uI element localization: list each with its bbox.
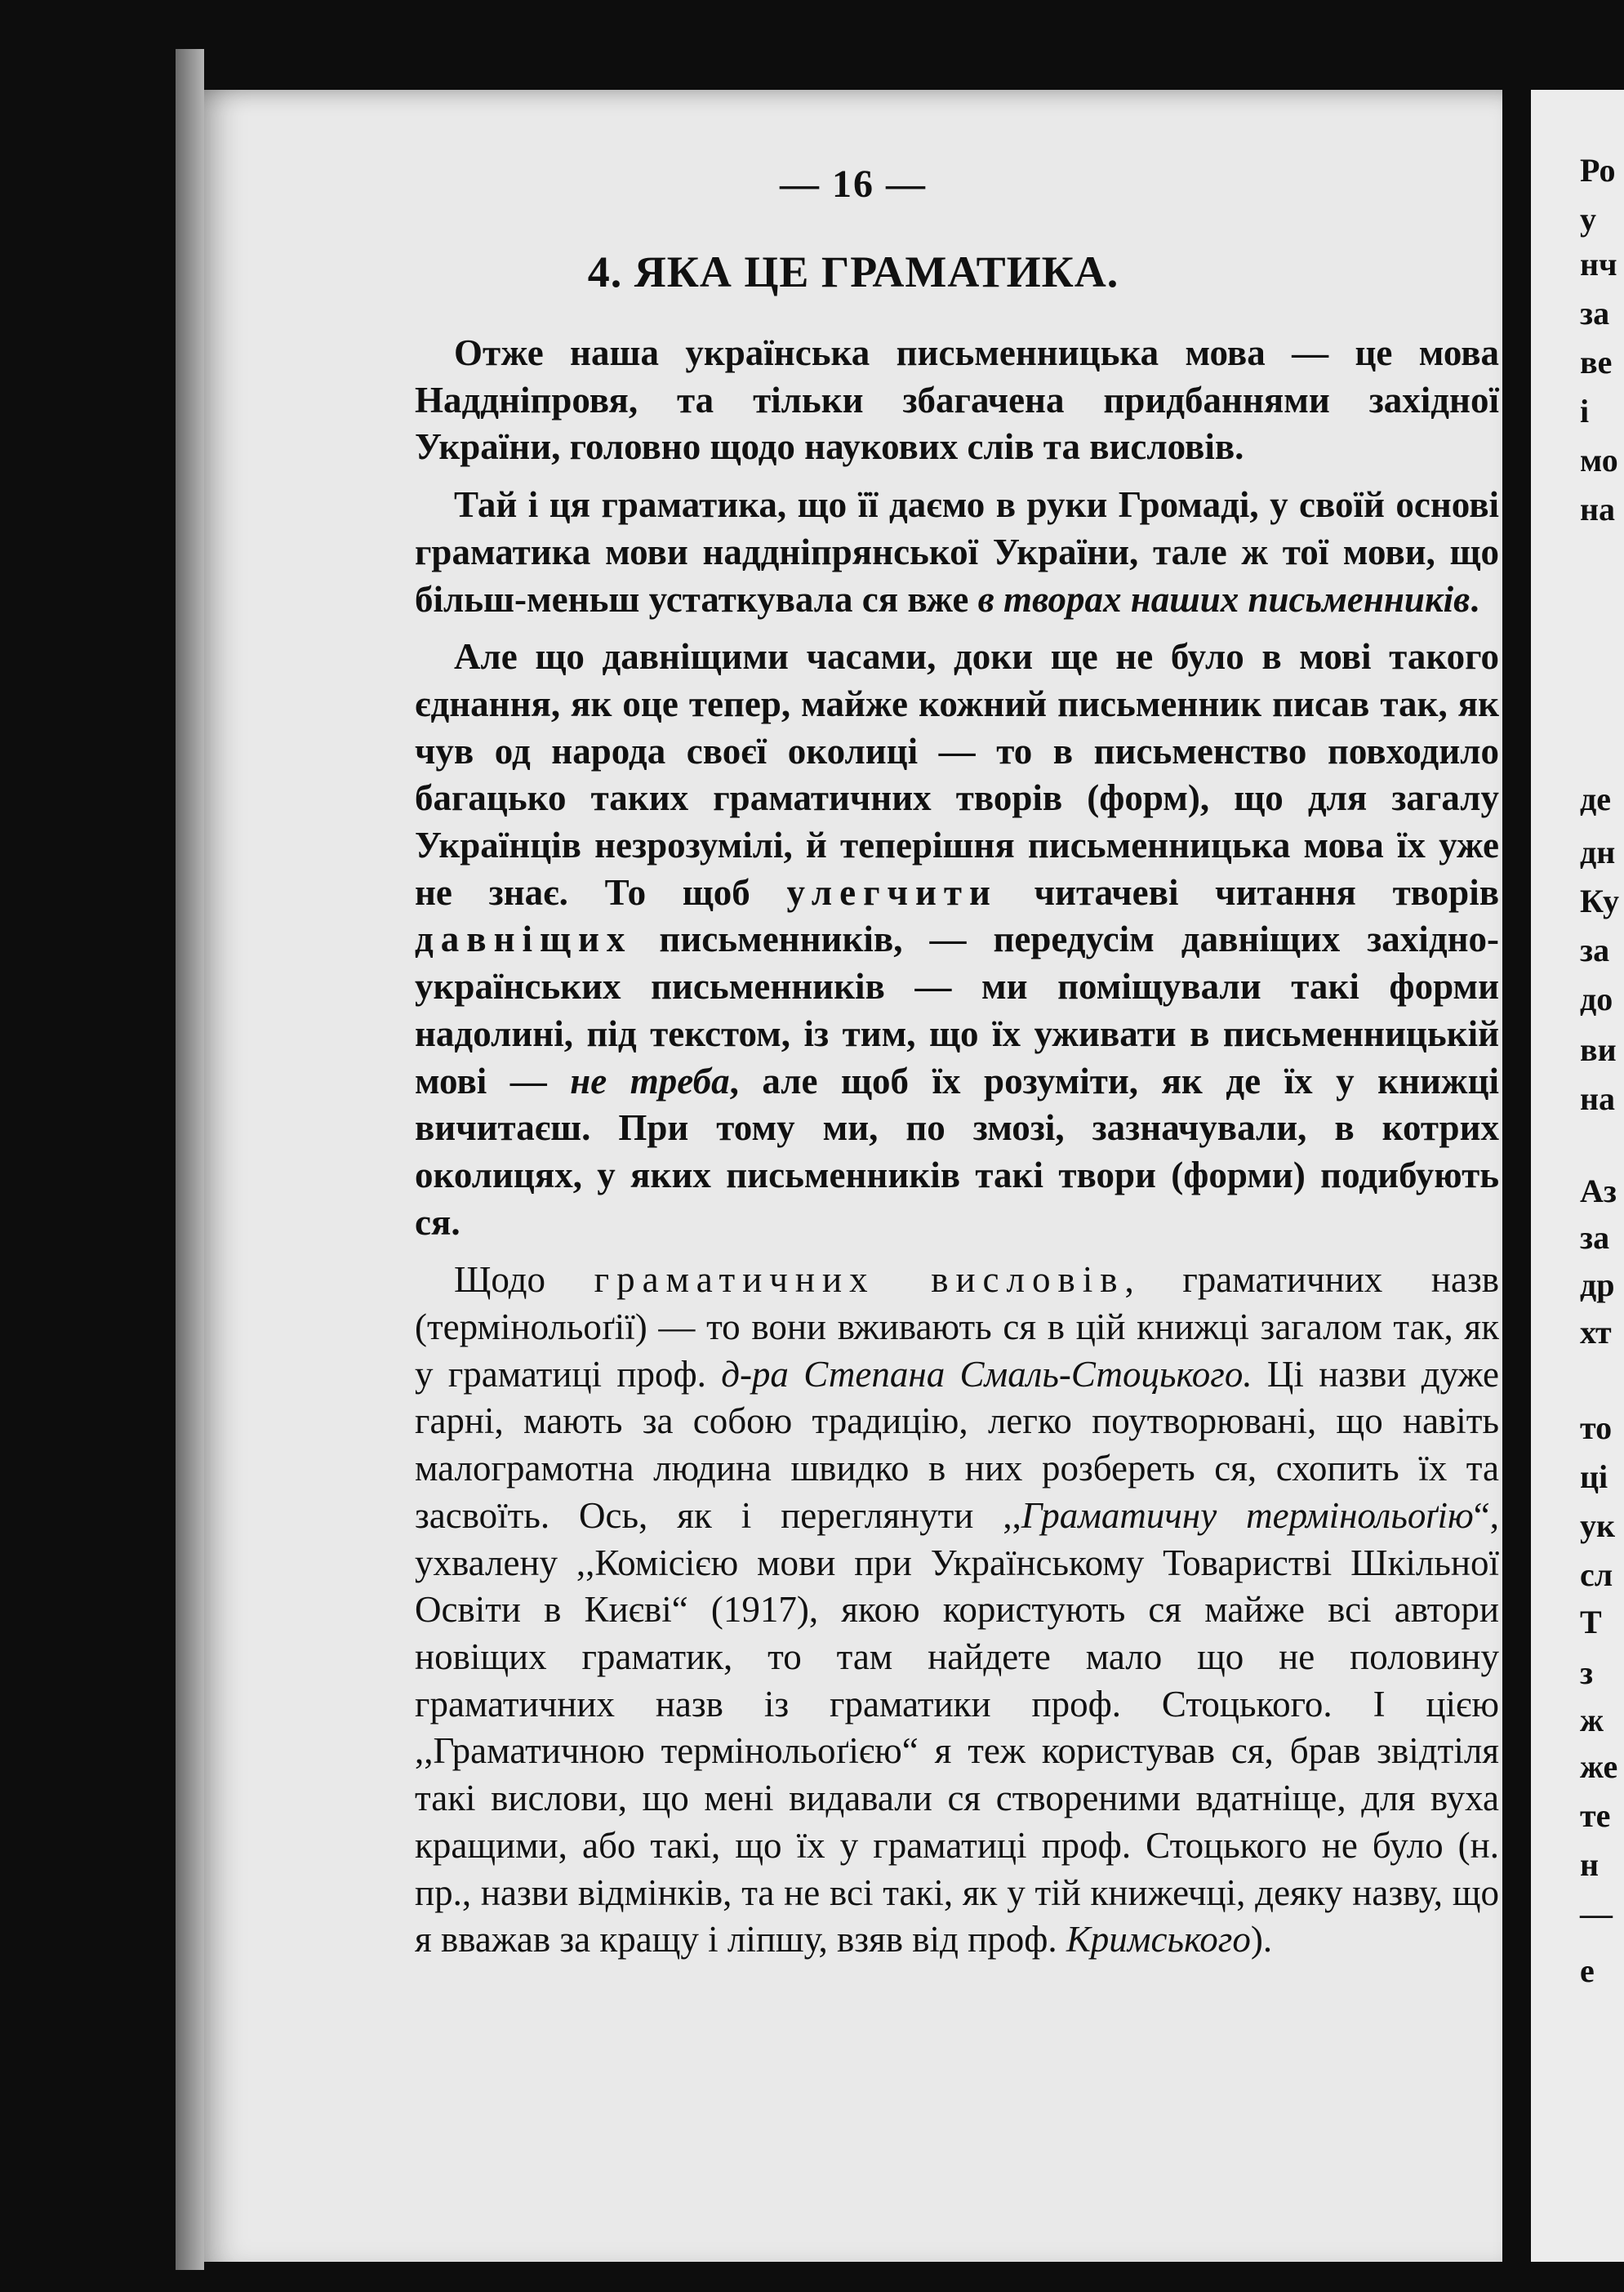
next-page-fragment: за xyxy=(1580,295,1610,332)
next-page-fragment: ве xyxy=(1580,344,1613,381)
next-page-fragment: дн xyxy=(1580,834,1616,870)
next-page-fragment: те xyxy=(1580,1797,1611,1834)
paragraph-3-text-e: письменників, — передусім давніщих західно-українських письменників — ми поміщували такі форми надолині, під текстом, із тим, що їх уживати в письменницькій мові — xyxy=(415,919,1499,1101)
next-page-fragment: же xyxy=(1580,1748,1618,1785)
next-page-fragment: ви xyxy=(1580,1031,1617,1068)
next-page-fragment: е xyxy=(1580,1952,1595,1989)
next-page-fragment: др xyxy=(1580,1266,1615,1303)
next-page-fragment: н xyxy=(1580,1846,1600,1883)
paragraph-2-emphasis: в творах наших письменників xyxy=(977,578,1470,620)
next-page-fragment: ці xyxy=(1580,1458,1608,1495)
next-page-fragment: нч xyxy=(1580,246,1617,283)
paragraph-2-end: . xyxy=(1470,578,1479,620)
paragraph-2 xyxy=(415,482,1499,623)
next-page-fragment: Ро xyxy=(1580,152,1616,189)
next-page-fragment: то xyxy=(1580,1409,1613,1446)
next-page-fragment: сл xyxy=(1580,1556,1613,1593)
next-page-fragment: за xyxy=(1580,932,1610,968)
paragraph-4-spaced: граматичних висловів xyxy=(594,1259,1125,1301)
next-page-fragment: і xyxy=(1580,393,1590,429)
paragraph-4-text-g: “, ухвалену ,,Комісією мови при Українському Товаристві Шкільної Освіти в Києві“ (1917), якою користують ся майже всі автори новіщих граматик, то там найдете мало що не половину граматичних назв із граматики проф. Стоцького. І цією ,,Граматичною термінольоґією“ я теж користував ся, брав звідтіля такі вислови, що мені видавали ся створеними вдатніще, для вуха кращими, або такі, що їх у граматиці проф. Стоцького не було (н. пр., назви відмінків, та не всі такі, як у тій книжечці, деяку назву, що я вважав за кращу і ліпшу, взяв від проф. xyxy=(415,1494,1500,1960)
next-page-fragment: у xyxy=(1580,201,1596,238)
next-page-fragment: — xyxy=(1580,1895,1613,1932)
next-page-fragment: на xyxy=(1580,491,1616,527)
paragraph-3-text-g: , але щоб їх розуміти, як де їх у книжці вичитаєш. При тому ми, по змозі, зазначували, в котрих околицях, у яких письменників такі твори (форми) подибують ся. xyxy=(415,1060,1499,1243)
next-page-fragment: мо xyxy=(1580,442,1618,478)
paragraph-3-text-c: читачеві читання творів xyxy=(997,871,1500,913)
next-page-fragment: Аз xyxy=(1580,1173,1617,1209)
next-page-fragment: де xyxy=(1580,781,1611,817)
paragraph-1-text: Отже наша українська письменницька мова — це мова Наддніпровя, та тільки збагачена придбаннями західної України, головно щодо наукових слів та висловів. xyxy=(415,332,1499,468)
next-page-fragment: за xyxy=(1580,1219,1610,1256)
section-title: 4. ЯКА ЦЕ ГРАМАТИКА. xyxy=(587,247,1119,296)
body-text xyxy=(415,330,1499,1964)
paragraph-4-text-a: Щодо xyxy=(454,1259,594,1301)
next-page-fragment: з xyxy=(1580,1654,1594,1691)
paragraph-4-text-c: , граматичних назв (термінольоґії) — то вони вживають ся в цій книжці загалом так, як у граматиці проф. xyxy=(415,1259,1499,1395)
paragraph-3-spaced-2: давніщих xyxy=(415,919,633,960)
next-page-fragment: Ку xyxy=(1580,883,1620,919)
paragraph-3-text-a: Але що давніщими часами, доки ще не було в мові такого єднання, як оце тепер, майже кожний письменник писав так, як чув од народа своєї околиці — то в письменство повходило багацько таких граматичних творів (форм), що для загалу Українців незрозумілі, й теперішня письменницька мова їх уже не знає. То щоб xyxy=(415,636,1499,913)
next-page-fragment: ж xyxy=(1580,1702,1604,1738)
paragraph-4-author-2: Кримського xyxy=(1066,1919,1251,1960)
book-page xyxy=(204,90,1502,2262)
paragraph-2-text: Тай і ця граматика, що її даємо в руки Громаді, у своїй основі граматика мови наддніпрянської України, тале ж тої мови, що більш-меньш устаткувала ся вже xyxy=(415,484,1499,620)
next-page-fragment: на xyxy=(1580,1080,1616,1117)
paragraph-3-emphasis: не треба xyxy=(570,1060,730,1101)
next-page-fragment: до xyxy=(1580,981,1613,1017)
scan-shadow xyxy=(176,49,204,2270)
paragraph-4-end: ). xyxy=(1250,1919,1273,1960)
paragraph-4-book-title: Граматичну термінольоґію xyxy=(1021,1494,1474,1536)
paragraph-4 xyxy=(415,1257,1499,1964)
next-page-fragment: Т xyxy=(1580,1604,1602,1640)
paragraph-4-text-e: Ці назви дуже гарні, мають за собою традицію, легко поутворювані, що навіть малограмотна людина швидко в них розбереть ся, схопить їх та засвоїть. Ось, як і переглянути ,, xyxy=(415,1353,1499,1536)
paragraph-3 xyxy=(415,634,1499,1246)
paragraph-1 xyxy=(415,330,1499,471)
next-page-fragment: хт xyxy=(1580,1314,1612,1351)
next-page-edge xyxy=(1531,90,1624,2262)
paragraph-3-spaced-1: улегчити xyxy=(786,871,998,913)
next-page-fragment: ук xyxy=(1580,1507,1616,1544)
page-number: — 16 — xyxy=(780,162,927,206)
paragraph-4-author: д-ра Степана Смаль-Стоцького. xyxy=(721,1353,1252,1395)
